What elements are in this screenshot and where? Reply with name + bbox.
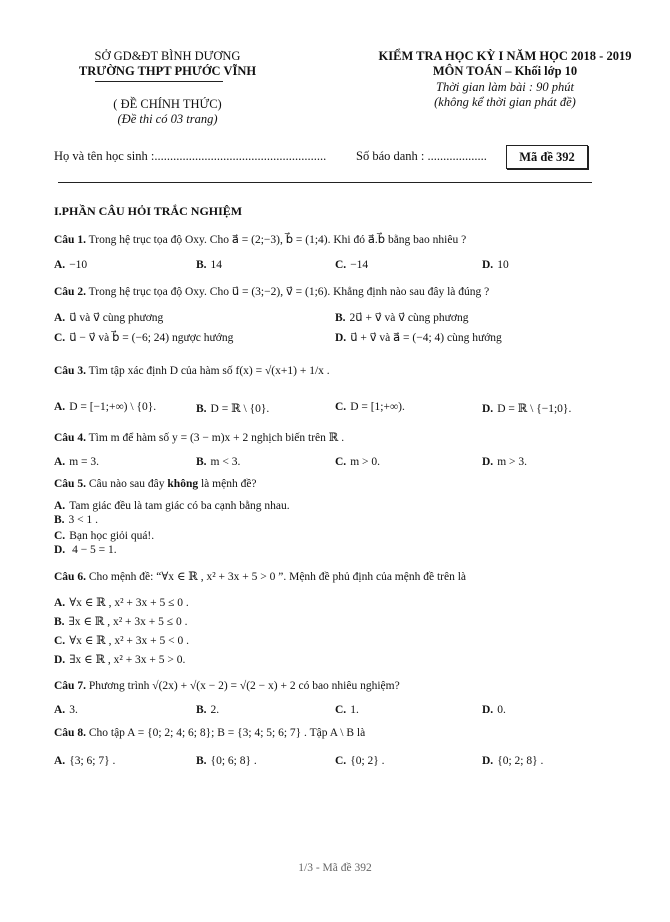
header-underline <box>95 81 223 82</box>
q3-option-d[interactable]: D. D = ℝ \ {−1;0}. <box>482 403 572 415</box>
question-text: Cho tập A = {0; 2; 4; 6; 8}; B = {3; 4; 5; 6; 7} . Tập A \ B là <box>85 727 366 739</box>
student-name-field: Họ và tên học sinh :....................................................... <box>54 149 327 163</box>
question-text: Tìm m để hàm số y = (3 − m)x + 2 nghịch biến trên ℝ . <box>85 432 345 444</box>
question-text: Phương trình √(2x) + √(x − 2) = √(2 − x) + 2 có bao nhiêu nghiệm? <box>85 680 400 692</box>
exam-status: ( ĐỀ CHÍNH THỨC) <box>113 97 222 111</box>
q3-option-a[interactable]: A. D = [−1;+∞) \ {0}. <box>54 401 157 413</box>
q5-option-a[interactable]: A. Tam giác đều là tam giác có ba cạnh bằng nhau. <box>54 500 290 512</box>
question-5: Câu 5. Câu nào sau đây không là mệnh đề? <box>54 478 257 490</box>
q2-option-b[interactable]: B. 2u⃗ + v⃗ và v⃗ cùng phương <box>335 312 469 324</box>
emphasis-not: không <box>167 478 199 490</box>
question-label: Câu 6. <box>54 571 86 583</box>
duration-note: (không kể thời gian phát đề) <box>434 95 576 109</box>
school-name: TRƯỜNG THPT PHƯỚC VĨNH <box>78 64 257 78</box>
exam-title: KIỂM TRA HỌC KỲ I NĂM HỌC 2018 - 2019 <box>378 49 632 63</box>
q8-option-a[interactable]: A. {3; 6; 7} . <box>54 755 116 767</box>
question-text: Trong hệ trục tọa độ Oxy. Cho a⃗ = (2;−3), b⃗ = (1;4). Khi đó a⃗.b⃗ bằng bao nhiêu ? <box>85 234 467 246</box>
question-7 <box>54 680 400 692</box>
q6-option-b[interactable]: B. ∃x ∈ ℝ , x² + 3x + 5 ≤ 0 . <box>54 616 188 628</box>
q1-option-d[interactable]: D. 10 <box>482 259 509 271</box>
question-text: Trong hệ trục tọa độ Oxy. Cho u⃗ = (3;−2), v⃗ = (1;6). Khẳng định nào sau đây là đúng ? <box>85 286 490 298</box>
q8-option-b[interactable]: B. {0; 6; 8} . <box>196 755 257 767</box>
q2-option-a[interactable]: A. u⃗ và v⃗ cùng phương <box>54 312 164 324</box>
q5-option-c[interactable]: C. Bạn học giỏi quá!. <box>54 530 155 542</box>
exam-code-box: Mã đề 392 <box>506 145 588 169</box>
department-name: SỞ GD&ĐT BÌNH DƯƠNG <box>94 49 241 63</box>
question-label: Câu 2. <box>54 286 86 298</box>
page-footer: 1/3 - Mã đề 392 <box>298 862 372 874</box>
q3-option-c[interactable]: C. D = [1;+∞). <box>335 401 405 413</box>
question-label: Câu 8. <box>54 727 86 739</box>
q1-option-c[interactable]: C. −14 <box>335 259 369 271</box>
q3-option-b[interactable]: B. D = ℝ \ {0}. <box>196 403 270 415</box>
question-text: Tìm tập xác định D của hàm số f(x) = √(x+1) + 1/x . <box>85 365 330 377</box>
question-label: Câu 3. <box>54 365 86 377</box>
section-title: I.PHẦN CÂU HỎI TRẮC NGHIỆM <box>54 204 243 218</box>
question-text: Cho mệnh đề: “∀x ∈ ℝ , x² + 3x + 5 > 0 ”. Mệnh đề phủ định của mệnh đề trên là <box>85 571 467 583</box>
q5-option-d[interactable]: D. 4 − 5 = 1. <box>54 544 117 556</box>
exam-subject: MÔN TOÁN – Khối lớp 10 <box>432 64 578 78</box>
q6-option-c[interactable]: C. ∀x ∈ ℝ , x² + 3x + 5 < 0 . <box>54 635 189 647</box>
q2-option-c[interactable]: C. u⃗ − v⃗ và b⃗ = (−6; 24) ngược hướng <box>54 332 234 344</box>
student-id-field: Số báo danh : ................... <box>356 149 487 163</box>
q7-option-c[interactable]: C. 1. <box>335 704 359 716</box>
question-6 <box>54 569 466 583</box>
q2-option-d[interactable]: D. u⃗ + v⃗ và a⃗ = (−4; 4) cùng hướng <box>335 332 502 344</box>
q4-option-a[interactable]: A. m = 3. <box>54 456 99 468</box>
question-label: Câu 5. <box>54 478 86 490</box>
q7-option-d[interactable]: D. 0. <box>482 704 506 716</box>
q8-option-c[interactable]: C. {0; 2} . <box>335 755 385 767</box>
question-4 <box>54 430 344 444</box>
question-1 <box>54 232 466 246</box>
q6-option-a[interactable]: A. ∀x ∈ ℝ , x² + 3x + 5 ≤ 0 . <box>54 597 189 609</box>
question-2 <box>54 284 489 298</box>
q1-option-b[interactable]: B. 14 <box>196 259 223 271</box>
q7-option-a[interactable]: A. 3. <box>54 704 78 716</box>
q6-option-d[interactable]: D. ∃x ∈ ℝ , x² + 3x + 5 > 0. <box>54 654 186 666</box>
question-label: Câu 1. <box>54 234 86 246</box>
q4-option-b[interactable]: B. m < 3. <box>196 456 241 468</box>
question-3 <box>54 365 330 377</box>
q7-option-b[interactable]: B. 2. <box>196 704 220 716</box>
q4-option-c[interactable]: C. m > 0. <box>335 456 380 468</box>
pages-note: (Đề thi có 03 trang) <box>117 112 218 126</box>
q8-option-d[interactable]: D. {0; 2; 8} . <box>482 755 544 767</box>
q1-option-a[interactable]: A. −10 <box>54 259 88 271</box>
question-label: Câu 7. <box>54 680 86 692</box>
q4-option-d[interactable]: D. m > 3. <box>482 456 527 468</box>
question-8 <box>54 727 365 739</box>
q5-option-b[interactable]: B. 3 < 1 . <box>54 514 99 526</box>
header-divider <box>58 182 592 183</box>
exam-duration: Thời gian làm bài : 90 phút <box>436 80 574 94</box>
question-label: Câu 4. <box>54 432 86 444</box>
